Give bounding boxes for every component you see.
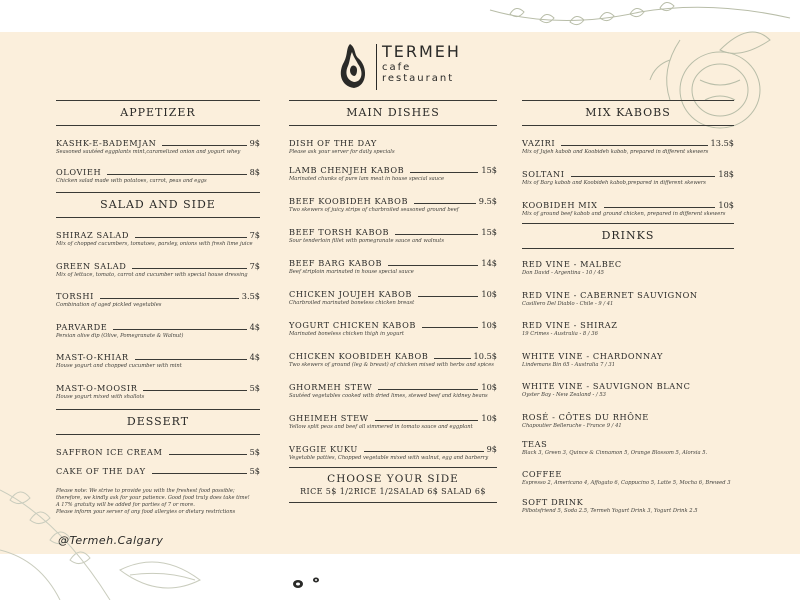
item-price: 10$: [718, 200, 734, 210]
item-name: GHORMEH STEW: [289, 382, 373, 392]
section-title-appetizer: APPETIZER: [56, 100, 260, 126]
seeds-decoration: [292, 574, 332, 594]
item-name: CHICKEN KOOBIDEH KABOB: [289, 351, 429, 361]
menu-item: [289, 411, 497, 442]
item-description: Sautéed vegetables cooked with dried limes, stewed beef and kidney beans: [289, 393, 488, 399]
item-description: Black 3, Green 3, Quince & Cinnamon 5, Orange Blossom 5, Alorsia 5.: [522, 449, 708, 456]
item-name: SOFT DRINK: [522, 496, 584, 507]
drink-item: [522, 351, 734, 382]
menu-item: [56, 289, 260, 320]
drink-item: [522, 259, 734, 290]
note-line: A 17% gratuity will be added for parties of 7 or more.: [56, 501, 195, 508]
item-name: VAZIRI: [522, 138, 556, 148]
leader-line: [410, 172, 478, 173]
leader-line: [100, 298, 239, 299]
item-description: Two skewers of juicy strips of charbroiled seasoned ground beef: [289, 207, 459, 213]
item-price: 14$: [481, 258, 497, 268]
item-description: Mix of ground beef kabob and ground chicken, prepared in different skewers: [522, 211, 726, 217]
column-right: [522, 100, 734, 523]
menu-item: [522, 167, 734, 198]
item-name: COFFEE: [522, 468, 562, 479]
leader-line: [135, 359, 247, 360]
menu-item: [289, 256, 497, 287]
item-name: CHICKEN JOUJEH KABOB: [289, 289, 413, 299]
item-name: CAKE OF THE DAY: [56, 465, 146, 476]
drink-item: [522, 320, 734, 351]
item-price: 7$: [249, 230, 260, 240]
item-description: Pilbotsfriend 5, Soda 2.5, Termeh Yogurt Drink 3, Yogurt Drink 2.5: [522, 507, 698, 514]
item-description: Please ask your server for daily specials: [289, 149, 395, 155]
house-notes: [56, 488, 260, 516]
column-middle: [289, 100, 497, 503]
item-description: House yogurt and chopped cucumber with mint: [56, 363, 182, 369]
item-name: GHEIMEH STEW: [289, 413, 369, 423]
item-price: 9$: [486, 444, 497, 454]
menu-item: [56, 445, 260, 464]
item-description: Oyster Bay - New Zealand - / 53: [522, 392, 606, 398]
brand-name: TERMEH: [382, 42, 461, 61]
item-price: 5$: [249, 465, 260, 476]
item-name: DISH OF THE DAY: [289, 138, 377, 148]
item-price: 8$: [249, 167, 260, 177]
menu-item: [56, 381, 260, 409]
item-name: YOGURT CHICKEN KABOB: [289, 320, 417, 330]
item-name: SAFFRON ICE CREAM: [56, 446, 163, 457]
main-dishes-list: [289, 136, 497, 467]
side-bottom-rule: [289, 502, 497, 503]
drink-item: [522, 412, 734, 439]
drink-item: [522, 497, 734, 523]
item-price: 10$: [481, 413, 497, 423]
item-name: BEEF BARG KABOB: [289, 258, 383, 268]
item-price: 7$: [249, 260, 260, 271]
item-price: 3.5$: [241, 291, 260, 301]
leader-line: [162, 145, 246, 146]
item-price: 15$: [481, 165, 497, 175]
social-handle: @Termeh.Calgary: [58, 534, 164, 547]
item-description: Persian olive dip (Olive, Pomegranate & Walnut): [56, 332, 184, 339]
item-name: RED VINE - CABERNET SAUVIGNON: [522, 289, 698, 300]
menu-item: [56, 136, 260, 165]
menu-item: [289, 287, 497, 318]
appetizer-list: [56, 136, 260, 192]
menu-item: [289, 318, 497, 349]
item-name: RED VINE - MALBEC: [522, 259, 622, 269]
leader-line: [378, 389, 478, 390]
item-price: 13.5$: [710, 138, 734, 148]
item-price: 10$: [481, 320, 497, 330]
item-price: 4$: [249, 321, 260, 332]
item-name: VEGGIE KUKU: [289, 444, 358, 454]
item-name: SOLTANI: [522, 169, 565, 179]
dessert-list: [56, 445, 260, 486]
item-name: OLOVIEH: [56, 167, 102, 177]
menu-item: [289, 380, 497, 411]
item-name: MAST-O-MOOSIR: [56, 382, 138, 393]
item-price: 5$: [249, 446, 260, 457]
item-name: PARVARDE: [56, 321, 108, 332]
item-name: ROSÉ - CÔTES DU RHÔNE: [522, 411, 649, 422]
item-name: WHITE VINE - SAUVIGNON BLANC: [522, 381, 691, 391]
item-name: RED VINE - SHIRAZ: [522, 320, 618, 330]
side-top-rule: [289, 467, 497, 468]
leader-line: [113, 329, 246, 330]
item-description: House yogurt mixed with shallots: [56, 393, 145, 400]
item-price: 9$: [249, 138, 260, 148]
menu-item: [289, 163, 497, 194]
section-title-dessert: DESSERT: [56, 409, 260, 435]
item-name: SHIRAZ SALAD: [56, 230, 129, 240]
item-price: 18$: [718, 169, 734, 179]
item-price: 10.5$: [473, 351, 497, 361]
menu-item: [56, 320, 260, 351]
leader-line: [604, 207, 716, 208]
item-description: Casillero Del Diablo - Chile - 9 / 41: [522, 300, 614, 307]
menu-item: [56, 228, 260, 259]
drink-item: [522, 439, 734, 469]
menu-item: [289, 225, 497, 256]
item-name: BEEF KOOBIDEH KABOB: [289, 196, 409, 206]
menu-item: [289, 442, 497, 467]
leader-line: [422, 327, 478, 328]
side-options: RICE 5$ 1/2RICE 1/2SALAD 6$ SALAD 6$: [300, 487, 486, 496]
item-description: Marinated chunks of pure lam meat in house special sauce: [289, 176, 445, 182]
item-price: 10$: [481, 289, 497, 299]
item-description: Mix of chopped cucumbers, tomatoes, parsley, onions with fresh lime juice: [56, 241, 253, 247]
item-description: Sour tenderloin fillet with pomegranate sauce and walnuts: [289, 238, 445, 244]
leader-line: [152, 473, 247, 474]
restaurant-logo: [336, 42, 466, 92]
menu-item: [289, 194, 497, 225]
item-name: TORSHI: [56, 291, 94, 301]
note-line: Please note: We strive to provide you with the freshest food possible;: [56, 487, 235, 494]
item-price: 9.5$: [478, 196, 497, 206]
drink-item: [522, 381, 734, 412]
leader-line: [107, 174, 246, 175]
logo-divider: [376, 44, 377, 90]
section-title-drinks: DRINKS: [522, 223, 734, 249]
leader-line: [388, 265, 478, 266]
column-left: [56, 100, 260, 516]
leader-line: [571, 176, 716, 177]
item-description: Mix of Barg kabob and Koobideh kabob,prepared in different skewers: [522, 180, 706, 186]
drink-item: [522, 290, 734, 321]
leader-line: [169, 454, 247, 455]
item-price: 10$: [481, 382, 497, 392]
leader-line: [561, 145, 707, 146]
item-description: Vegetable patties, Chopped vegetable mixed with walnut, egg and barberry: [289, 455, 489, 461]
item-description: Don David - Argentina - 10 / 45: [522, 270, 604, 276]
leader-line: [143, 390, 246, 391]
item-price: 15$: [481, 227, 497, 237]
leader-line: [364, 451, 484, 452]
item-price: 5$: [249, 382, 260, 393]
leader-line: [418, 296, 478, 297]
leader-line: [434, 358, 470, 359]
item-name: WHITE VINE - CHARDONNAY: [522, 350, 663, 361]
item-description: Marinated boneless chicken thigh in yogurt: [289, 331, 404, 337]
item-name: KOOBIDEH MIX: [522, 200, 598, 210]
section-title-mix-kabobs: MIX KABOBS: [522, 100, 734, 126]
item-description: Chicken salad made with potatoes, carrot, peas and eggs: [56, 178, 207, 184]
leader-line: [135, 237, 247, 238]
item-description: Mix of lettuce, tomato, carrot and cucumber with special house dressing: [56, 271, 248, 278]
menu-item: [56, 165, 260, 192]
leader-line: [375, 420, 479, 421]
menu-item: [289, 136, 497, 163]
drinks-list: [522, 259, 734, 523]
menu-item: [56, 350, 260, 381]
item-description: Chapoutier Belleruche - France 9 / 41: [522, 422, 622, 429]
section-title-salad-and-side: SALAD AND SIDE: [56, 192, 260, 218]
salad-list: [56, 228, 260, 409]
item-description: Espresso 2, Americano 4, Affogato 6, Cappucino 5, Latte 5, Mocha 6, Brewed 3: [522, 479, 731, 486]
leader-line: [395, 234, 478, 235]
mix-kabobs-list: [522, 136, 734, 223]
item-name: LAMB CHENJEH KABOB: [289, 165, 405, 175]
item-price: 4$: [249, 352, 260, 362]
item-name: KASHK-E-BADEMJAN: [56, 138, 157, 148]
leader-line: [414, 203, 476, 204]
brand-line-restaurant: restaurant: [382, 73, 455, 84]
note-line: therefore, we kindly ask for your patience. Good food truly does take time!: [56, 494, 250, 501]
section-title-main-dishes: MAIN DISHES: [289, 100, 497, 126]
menu-item: [56, 464, 260, 486]
item-description: Mix of Jujeh kabob and Koobideh kabob, prepared in different skewers: [522, 149, 709, 155]
brand-line-cafe: cafe: [382, 62, 412, 73]
leader-line: [132, 268, 246, 269]
item-description: 19 Crimes - Australia - 8 / 36: [522, 331, 598, 337]
note-line: Please inform your server of any food allergies or dietary restrictions: [56, 508, 236, 515]
item-name: MAST-O-KHIAR: [56, 352, 129, 362]
item-description: Yellow split peas and beef all simmered in tomato sauce and eggplant: [289, 424, 473, 430]
item-name: TEAS: [522, 438, 548, 449]
paisley-logo-icon: [336, 42, 372, 90]
menu-item: [56, 259, 260, 290]
item-name: GREEN SALAD: [56, 260, 127, 271]
item-description: Combination of aged pickled vegetables: [56, 302, 162, 308]
menu-item: [289, 349, 497, 380]
menu-item: [522, 136, 734, 167]
choose-side-title: CHOOSE YOUR SIDE: [327, 473, 459, 485]
item-description: Lindemans Bin 65 - Australia 7 / 31: [522, 361, 616, 368]
menu-item: [522, 198, 734, 223]
item-description: Charbroiled marinated boneless chicken breast: [289, 300, 415, 306]
item-description: Seasoned sautéed eggplants mint,caramelized onion and yogurt whey: [56, 149, 241, 155]
item-description: Two skewers of ground (leg & breast) of chicken mixed with herbs and spices: [289, 362, 494, 368]
item-name: BEEF TORSH KABOB: [289, 227, 390, 237]
drink-item: [522, 469, 734, 497]
item-description: Beef striploin marinated in house special sauce: [289, 269, 414, 275]
